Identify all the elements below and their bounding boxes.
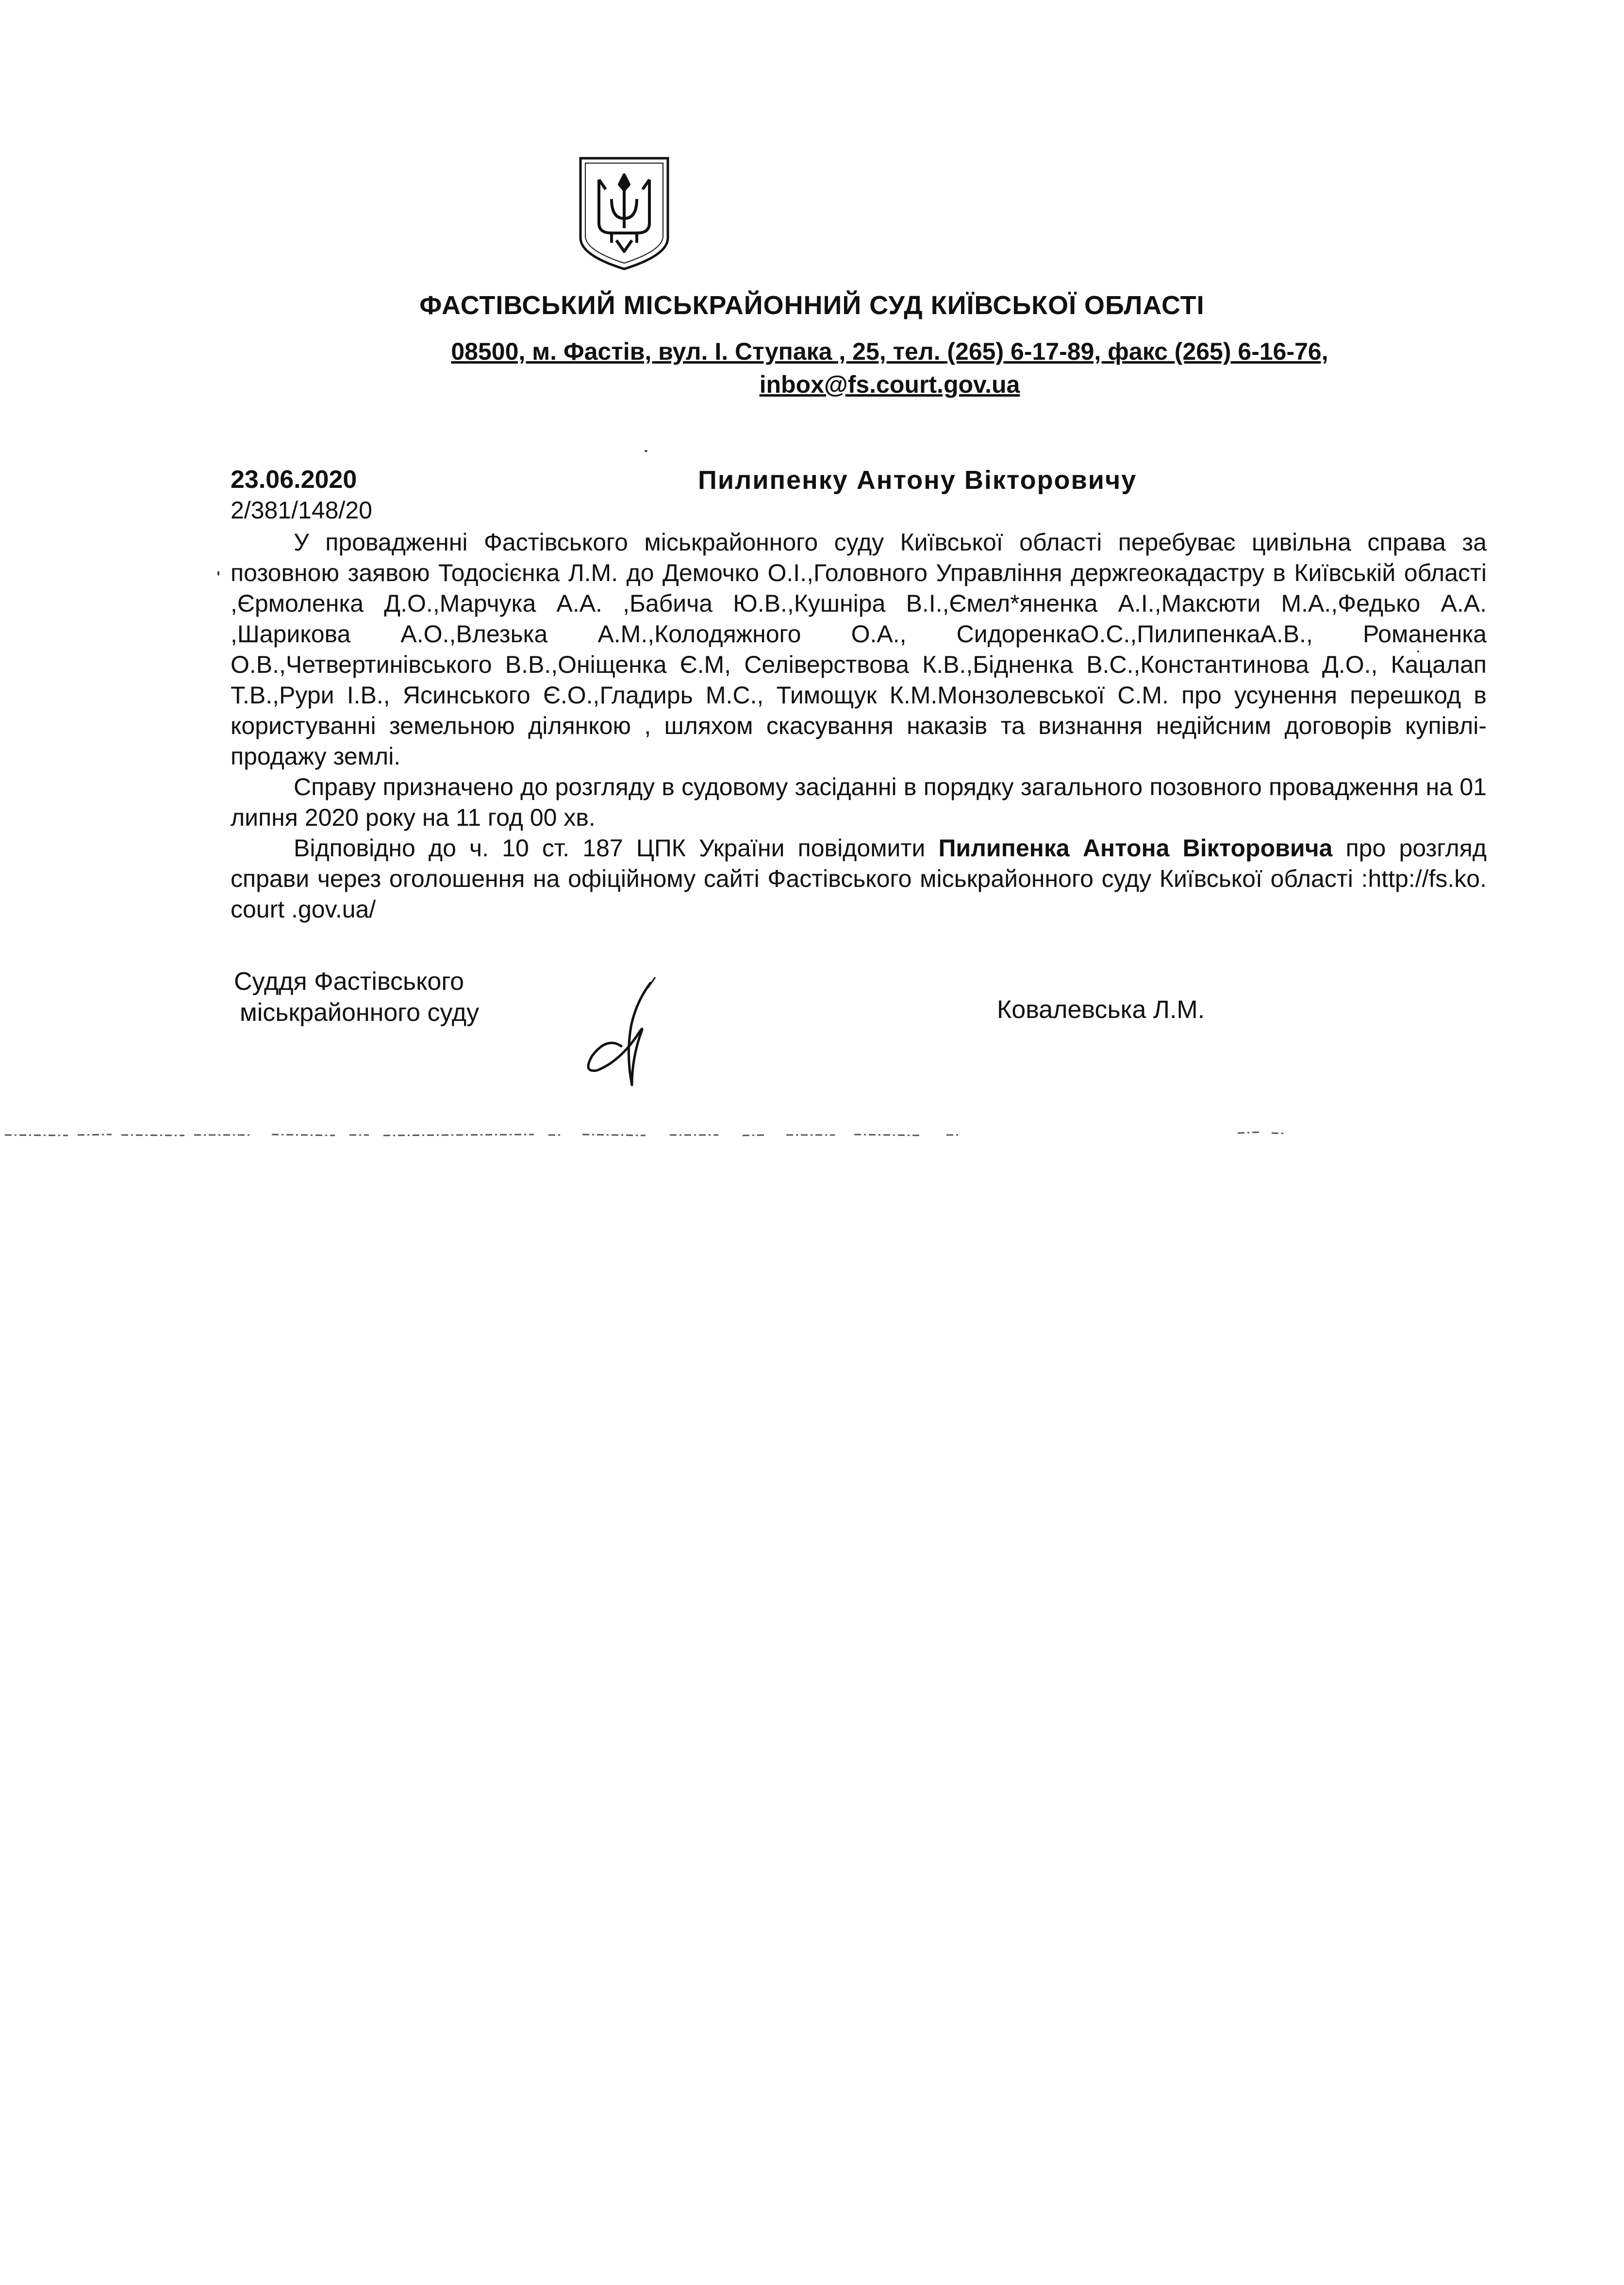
notification-text-end: про розгляд справи через оголошення на офіційному сайті Фастівського міськрайонного суду Київської області :http://fs.ko. court .gov.ua/ [231,834,1487,923]
scan-speck [645,450,647,452]
scan-speck [217,571,219,576]
notice-paragraph-notification [231,833,1487,925]
judge-name: Ковалевська Л.М. [997,996,1205,1024]
trident-coat-of-arms-icon [578,155,671,272]
court-name: ФАСТІВСЬКИЙ МІСЬКРАЙОННИЙ СУД КИЇВСЬКОЇ ОБЛАСТІ [419,291,1205,320]
notice-paragraph-hearing: Справу призначено до розгляду в судовому засіданні в порядку загального позовного провадження на 01 липня 2020 року на 11 год 00 хв. [231,773,1487,831]
court-address-line: 08500, м. Фастів, вул. І. Ступака , 25, тел. (265) 6-17-89, факс (265) 6-16-76, [451,338,1328,365]
notice-paragraph-case: У провадженні Фастівського міськрайонного суду Київської області перебуває цивільна справа за позовною заявою Тодосієнка Л.М. до Демочко О.І.,Головного Управління держгеокадастру в Київській області ,Єрмоленка Д.О.,Марчука А.А. ,Бабича Ю.В.,Кушніра В.І.,Ємел*яненка А.І.,Максюти М.А.,Федько А.А. ,Шарикова А.О.,Влезька А.М.,Колодяжного О.А., СидоренкаО.С.,ПилипенкаА.В., Романенка О.В.,Четвертинівського В.В.,Оніщенка Є.М, Селіверствова К.В.,Бідненка В.С.,Константинова Д.О., Кацалап Т.В.,Рури І.В., Ясинського Є.О.,Гладирь М.С., Тимощук К.М.Монзолевської С.М. про усунення перешкод в користуванні земельною ділянкою , шляхом скасування наказів та визнання недійсним договорів купівлі- продажу землі. [231,529,1487,770]
signature-role [234,966,479,1028]
document-date: 23.06.2020 [231,466,357,494]
scan-artifact-line [0,1126,1310,1141]
signature-role-line: Суддя Фастівського [234,967,464,996]
handwritten-signature-icon [578,973,670,1100]
notice-body [231,527,1487,925]
court-address [78,335,1624,401]
recipient-name: Пилипенку Антону Вікторовичу [698,466,1137,495]
notification-text-start: Відповідно до ч. 10 ст. 187 ЦПК України повідомити [294,834,926,862]
case-number: 2/381/148/20 [231,497,372,524]
court-email: inbox@fs.court.gov.ua [759,371,1020,398]
signature-role-line: міськрайонного суду [240,999,480,1027]
notified-person-name: Пилипенка Антона Вікторовича [938,834,1333,862]
